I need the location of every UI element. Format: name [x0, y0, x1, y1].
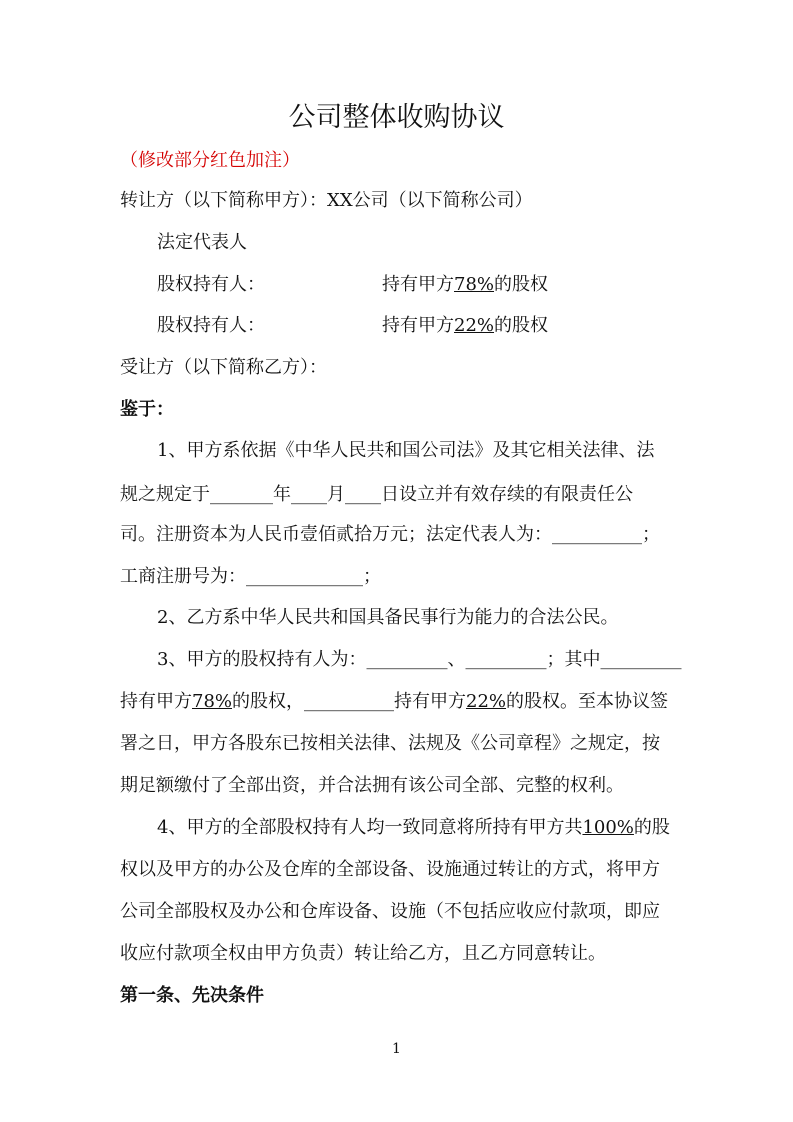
- p1-line-2: 规之规定于_______年____月____日设立并有效存续的有限责任公: [120, 484, 633, 505]
- legal-rep-label: 法定代表人: [157, 232, 247, 253]
- p1-line-3: 司。注册资本为人民币壹佰贰拾万元；法定代表人为：__________；: [120, 524, 660, 545]
- revision-note: （修改部分红色加注）: [120, 150, 300, 171]
- p3-line-1: 3、甲方的股权持有人为：_________、_________；其中_________: [157, 649, 682, 670]
- document-title: 公司整体收购协议: [288, 102, 505, 133]
- transferee-line: 受让方（以下简称乙方）：: [120, 357, 327, 378]
- p2-line: 2、乙方系中华人民共和国具备民事行为能力的合法公民。: [157, 607, 619, 628]
- p1-line-4: 工商注册号为：_____________；: [120, 566, 381, 587]
- p4-line-2: 权以及甲方的办公及仓库的全部设备、设施通过转让的方式，将甲方: [120, 859, 660, 880]
- p4-line-4: 收应付款项全权由甲方负责）转让给乙方，且乙方同意转让。: [120, 943, 606, 964]
- holder-stake: 持有甲方22%的股权: [382, 315, 549, 336]
- whereas-heading: 鉴于：: [120, 399, 174, 420]
- holder-row-2: [157, 315, 713, 337]
- transferor-line: 转让方（以下简称甲方）：XX公司（以下简称公司）: [120, 190, 533, 211]
- p3-line-3: 署之日，甲方各股东已按相关法律、法规及《公司章程》之规定，按: [120, 733, 660, 754]
- holder-label: 股权持有人：: [157, 315, 265, 336]
- article-1-heading: 第一条、先决条件: [120, 985, 264, 1006]
- page-number: 1: [392, 1041, 401, 1057]
- holder-stake: 持有甲方78%的股权: [382, 274, 549, 295]
- p3-line-4: 期足额缴付了全部出资，并合法拥有该公司全部、完整的权利。: [120, 775, 624, 796]
- p1-line-1: 1、甲方系依据《中华人民共和国公司法》及其它相关法律、法: [157, 440, 655, 461]
- p4-line-3: 公司全部股权及办公和仓库设备、设施（不包括应收应付款项，即应: [120, 901, 660, 922]
- p4-line-1: 4、甲方的全部股权持有人均一致同意将所持有甲方共100%的股: [157, 817, 670, 838]
- p3-line-2: 持有甲方78%的股权，__________持有甲方22%的股权。至本协议签: [120, 691, 669, 712]
- holder-label: 股权持有人：: [157, 274, 265, 295]
- holder-row-1: [157, 274, 713, 296]
